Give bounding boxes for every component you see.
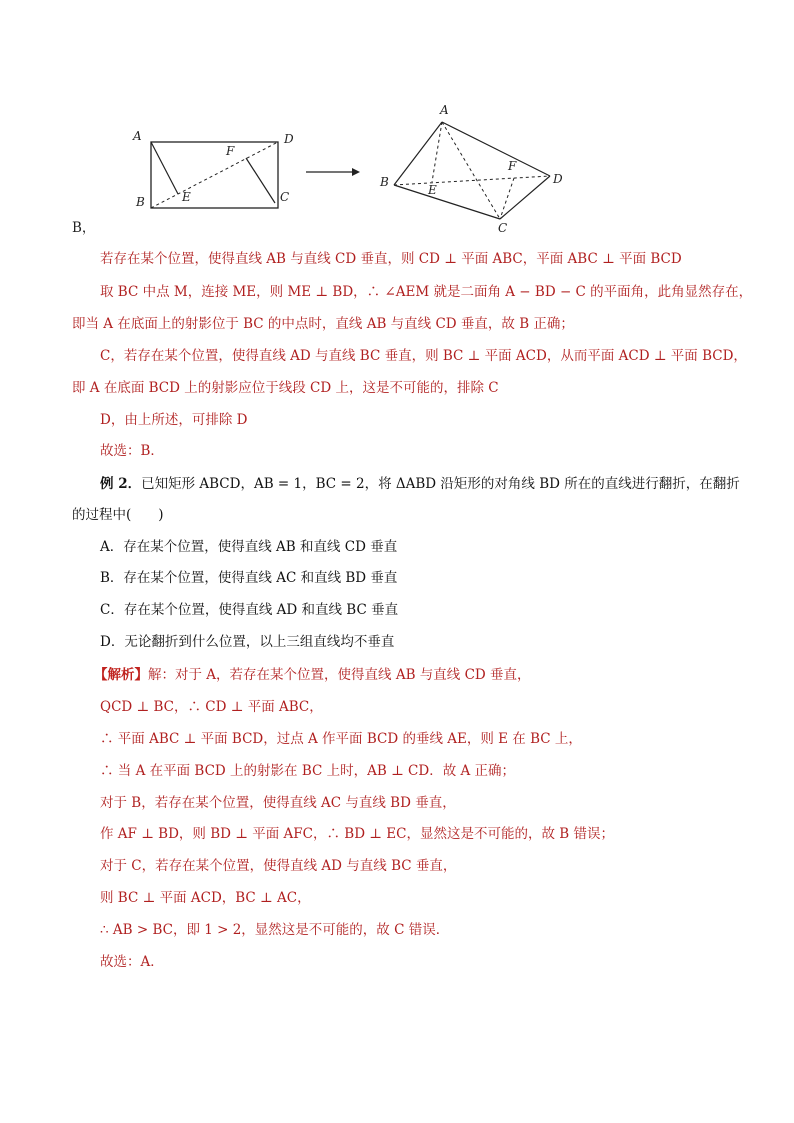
arrow-right-icon xyxy=(306,168,360,176)
option-c: C．存在某个位置，使得直线 AD 和直线 BC 垂直 xyxy=(100,602,399,618)
label-E-right: E xyxy=(428,183,437,197)
example-2-label: 例 2． xyxy=(100,476,142,492)
solution-line-6: 作 AF ⊥ BD，则 BD ⊥ 平面 AFC，∴ BD ⊥ EC，显然这是不可能的，故 B 错误； xyxy=(100,826,614,842)
example-2-text: 已知矩形 ABCD，AB = 1，BC = 2，将 ΔABD 沿矩形的对角线 BD 所在的直线进行翻折，在翻折 xyxy=(141,476,740,492)
text-line-7: D，由上所述，可排除 D xyxy=(100,412,248,428)
solution-line-8: 则 BC ⊥ 平面 ACD，BC ⊥ AC， xyxy=(100,890,311,906)
option-d: D．无论翻折到什么位置，以上三组直线均不垂直 xyxy=(100,634,395,650)
label-A-left: A xyxy=(133,129,142,143)
example-2-line xyxy=(100,474,740,494)
tetrahedron-figure xyxy=(379,103,563,235)
label-B-left: B xyxy=(136,195,145,209)
solution-line-1 xyxy=(94,665,531,685)
geometry-figure xyxy=(120,100,580,235)
label-B-right: B xyxy=(380,175,389,189)
label-F-right: F xyxy=(508,159,517,173)
solution-line-3: ∴ 平面 ABC ⊥ 平面 BCD，过点 A 作平面 BCD 的垂线 AE，则 E 在 BC 上， xyxy=(100,731,582,747)
text-line-5: C，若存在某个位置，使得直线 AD 与直线 BC 垂直，则 BC ⊥ 平面 ACD，从而平面 ACD ⊥ 平面 BCD， xyxy=(100,348,747,364)
text-line-4: 即当 A 在底面上的射影位于 BC 的中点时，直线 AB 与直线 CD 垂直，故 B 正确； xyxy=(72,316,574,332)
text-line-6: 即 A 在底面 BCD 上的射影应位于线段 CD 上，这是不可能的，排除 C xyxy=(72,380,499,396)
option-b: B．存在某个位置，使得直线 AC 和直线 BD 垂直 xyxy=(100,570,398,586)
label-F-left: F xyxy=(226,144,235,158)
label-C-right: C xyxy=(498,221,508,235)
label-E-left: E xyxy=(182,190,191,204)
label-C-left: C xyxy=(280,190,290,204)
solution-line-4: ∴ 当 A 在平面 BCD 上的射影在 BC 上时，AB ⊥ CD．故 A 正确； xyxy=(100,763,516,779)
solution-line-10: 故选：A． xyxy=(100,954,164,970)
example-2-line-2: 的过程中( ) xyxy=(72,507,164,523)
label-D-left: D xyxy=(284,132,294,146)
text-line-3: 取 BC 中点 M，连接 ME，则 ME ⊥ BD，∴ ∠AEM 就是二面角 A − BD − C 的平面角，此角显然存在， xyxy=(100,284,753,300)
solution-tag: 【解析】 xyxy=(94,667,148,683)
solution-line-2: QCD ⊥ BC，∴ CD ⊥ 平面 ABC， xyxy=(100,699,323,715)
label-A-right: A xyxy=(440,103,449,117)
text-line-2: 若存在某个位置，使得直线 AB 与直线 CD 垂直，则 CD ⊥ 平面 ABC，平面 ABC ⊥ 平面 BCD xyxy=(100,251,682,267)
label-D-right: D xyxy=(553,172,563,186)
text-line-1: B， xyxy=(72,220,96,236)
option-a: A．存在某个位置，使得直线 AB 和直线 CD 垂直 xyxy=(100,539,398,555)
solution-line-7: 对于 C，若存在某个位置，使得直线 AD 与直线 BC 垂直， xyxy=(100,858,457,874)
text-line-8: 故选：B． xyxy=(100,443,164,459)
solution-text-1: 解：对于 A，若存在某个位置，使得直线 AB 与直线 CD 垂直， xyxy=(148,667,531,683)
solution-line-5: 对于 B，若存在某个位置，使得直线 AC 与直线 BD 垂直， xyxy=(100,795,456,811)
rectangle-figure xyxy=(132,129,294,209)
solution-line-9: ∴ AB > BC，即 1 > 2，显然这是不可能的，故 C 错误． xyxy=(100,922,450,938)
